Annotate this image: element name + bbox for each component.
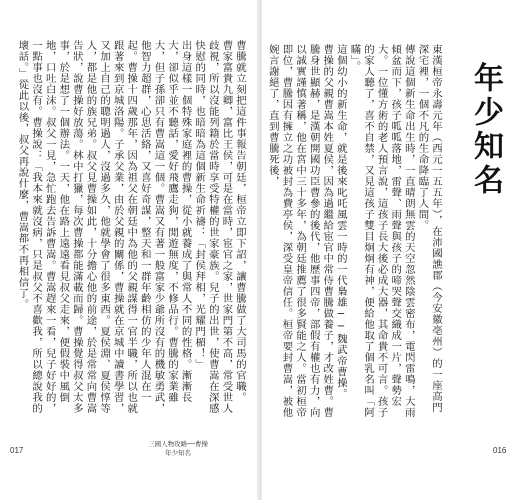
running-head-book-title: 三國人物攻略──曹操	[148, 440, 208, 448]
running-head-chapter: 年少知名	[165, 449, 191, 457]
running-head	[128, 440, 228, 458]
page-number-right: 016	[493, 446, 507, 455]
left-page-body-text: 曹騰就立刻把這件事報告朝廷，桓帝立即下詔，讓曹騰做了大司馬的官職。 曹家富貴九卿，富比王侯，可是在當時，宦官之家，世家門第不高，常受世人歧視，所以沒能列籍於當時享受特權的世家豪族。兒子的出世，使曹嵩在深感快慰的同時，也暗暗為這個新生命祈禱：「封侯拜相，光耀門楣！」 出身這樣一個特殊家庭裡的曹操，從小就養成了與常人不同的性格。漸漸長大，卻似乎並不聽話，愛好飛鷹走狗，閒遊無度，不修品行。曹騰的家業雖大，但子孫卻只有曹嵩這一個。曹嵩又有著一般富家少爺所沒有的機敏勇武，他智力超群，心思活絡，又喜好奇謀，整天和一群年齡相仿的少年人混在一起。曹操十四歲那年，因為祖父在朝廷中為他的父親謀得一官半職，所以也就跟著來到京城洛陽。子承父業，由於父親的關係，曹操就在京城中讀書學習，又加上自己的聰明過人，沒過多久，他就學會了很多東西。夏侯淵、夏侯惇等人，都是他的族兄弟。叔父見曹操如此，十分擔心他的前途，於是常常向曹嵩告狀，說曹操好放蕩。林中打獵，每次曹操都能滿載而歸。曹操覺得叔父太多事，於是想了一個辦法。一天，他在路上遠遠看見叔父走來，便假裝中風倒地，口吐白沫。叔父一見，急忙跑去告訴曹嵩。曹嵩趕來一看，兒子好好的，一點事也沒有。曹操說：「我本來就沒病，只是叔父不喜歡我，所以總說我的壞話。」從此以後，叔父再說什麼，曹嵩都不再相信了。	[16, 40, 246, 414]
left-page	[0, 0, 258, 500]
right-page	[262, 0, 520, 500]
page-number-left: 017	[10, 446, 24, 455]
chapter-title: 年少知名	[468, 62, 503, 198]
right-page-body-text: 東漢桓帝永壽元年（西元一五五年），在沛國譙郡（今安徽亳州）的一座高門深宅裡，一個不凡的生命降臨了人間。 傳說這個新生命出生時，一直晴朗無雲的天空忽然陰雲密布，電閃雷鳴，大雨傾盆而下，孩子呱呱落地，雷聲、雨聲與孩子的啼哭聲交織成一片，聲勢宏大。一位懂方術的老人預言說，這孩子長大後必成大器，其命貴不可言。孩子的家人聽了，喜不自禁，又見這孩子雙目炯炯有神，便給他取了個乳名叫「阿瞞」。 這個幼小的新生命，就是後來叱吒風雲一時的一代梟雄──魏武帝曹操。 曹操的父親曹嵩本姓夏侯，因為過繼給宦官中常侍曹騰做養子，才改姓曹。曹騰身世顯赫，是漢朝開國功臣曹參的後代，他歷事四帝，部假有權也有力，向以誠實謹慎著稱，他在宮中三十多年，為朝廷推薦了很多賢能之人。當初桓帝即位，曹騰因有擁立之功被封為費亭侯，深受皇帝信任。桓帝要封曹嵩，被他婉言謝絕了，直到曹騰死後，	[266, 44, 442, 418]
